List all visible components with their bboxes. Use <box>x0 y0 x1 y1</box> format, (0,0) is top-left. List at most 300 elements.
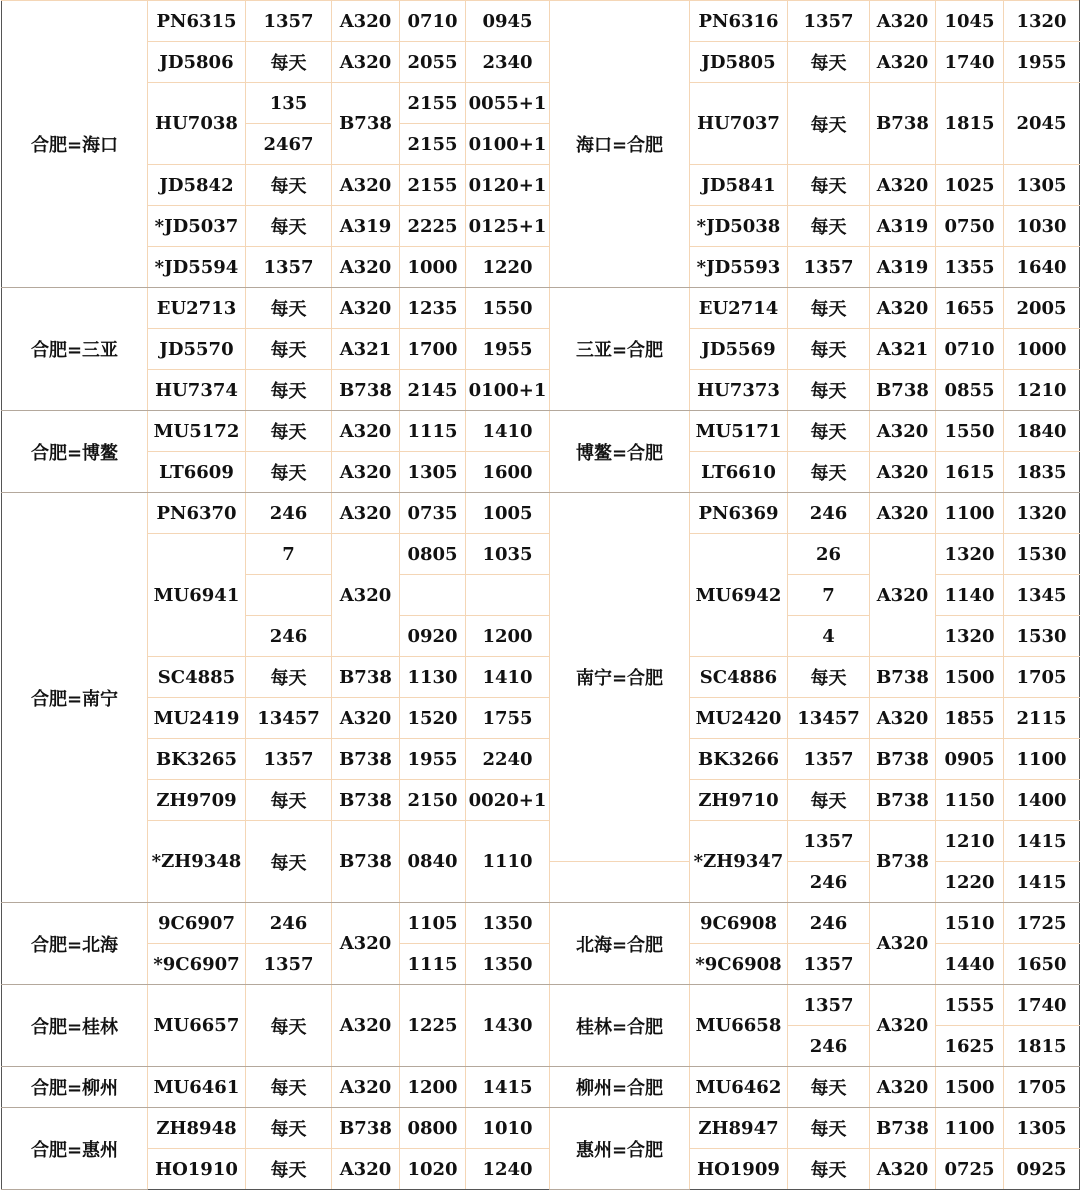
outbound-cell: 每天 <box>246 985 332 1067</box>
outbound-cell: 2155 <box>400 83 466 124</box>
route-label: 合肥=北海 <box>2 903 148 985</box>
return-cell: MU5171 <box>690 411 788 452</box>
return-cell: 1025 <box>936 165 1004 206</box>
schedule-row <box>2 657 1080 698</box>
outbound-cell: B738 <box>332 821 400 903</box>
return-cell: 每天 <box>788 42 870 83</box>
outbound-cell: MU6941 <box>148 534 246 657</box>
return-cell: 1615 <box>936 452 1004 493</box>
outbound-cell: 每天 <box>246 370 332 411</box>
return-cell: 每天 <box>788 288 870 329</box>
return-cell: 7 <box>788 575 870 616</box>
outbound-cell: 1357 <box>246 739 332 780</box>
route-label: 北海=合肥 <box>550 903 690 985</box>
return-cell: 1357 <box>788 944 870 985</box>
return-cell: BK3266 <box>690 739 788 780</box>
outbound-cell: 0710 <box>400 1 466 42</box>
outbound-cell: 1035 <box>466 534 550 575</box>
outbound-cell: 1520 <box>400 698 466 739</box>
outbound-cell: 0100+1 <box>466 370 550 411</box>
return-cell: 1100 <box>936 493 1004 534</box>
return-cell: 4 <box>788 616 870 657</box>
outbound-cell: 1115 <box>400 944 466 985</box>
return-cell: 1415 <box>1004 862 1080 903</box>
return-cell: A319 <box>870 247 936 288</box>
outbound-cell: 0020+1 <box>466 780 550 821</box>
return-cell: B738 <box>870 780 936 821</box>
route-label: 合肥=惠州 <box>2 1108 148 1190</box>
return-cell: JD5569 <box>690 329 788 370</box>
return-cell: 1357 <box>788 1 870 42</box>
return-cell: 每天 <box>788 452 870 493</box>
return-cell: JD5841 <box>690 165 788 206</box>
outbound-cell: 1430 <box>466 985 550 1067</box>
route-label: 南宁=合肥 <box>550 493 690 862</box>
outbound-cell: 1130 <box>400 657 466 698</box>
return-cell: A320 <box>870 288 936 329</box>
return-cell: 1705 <box>1004 657 1080 698</box>
outbound-cell: 0800 <box>400 1108 466 1149</box>
outbound-cell: 2225 <box>400 206 466 247</box>
return-cell: A320 <box>870 698 936 739</box>
route-label: 柳州=合肥 <box>550 1067 690 1108</box>
outbound-cell: 2467 <box>246 124 332 165</box>
outbound-cell: ZH9709 <box>148 780 246 821</box>
return-cell: 1530 <box>1004 616 1080 657</box>
outbound-cell <box>246 575 332 616</box>
schedule-row <box>2 780 1080 821</box>
return-cell: 1815 <box>1004 1026 1080 1067</box>
return-cell: 1640 <box>1004 247 1080 288</box>
return-cell: JD5805 <box>690 42 788 83</box>
return-cell: B738 <box>870 370 936 411</box>
schedule-row <box>2 83 1080 124</box>
route-label-spacer <box>550 862 690 903</box>
route-label: 合肥=海口 <box>2 1 148 288</box>
return-cell: 每天 <box>788 657 870 698</box>
return-cell: 1100 <box>1004 739 1080 780</box>
schedule-row <box>2 1067 1080 1108</box>
outbound-cell: A320 <box>332 165 400 206</box>
outbound-cell: 1955 <box>466 329 550 370</box>
schedule-row <box>2 206 1080 247</box>
return-cell: A320 <box>870 165 936 206</box>
return-cell: 1815 <box>936 83 1004 165</box>
return-cell: 1000 <box>1004 329 1080 370</box>
return-cell: 1740 <box>1004 985 1080 1026</box>
outbound-cell: 1350 <box>466 944 550 985</box>
outbound-cell: A321 <box>332 329 400 370</box>
return-cell: 每天 <box>788 165 870 206</box>
return-cell: MU6658 <box>690 985 788 1067</box>
outbound-cell: 1200 <box>466 616 550 657</box>
outbound-cell: A320 <box>332 1067 400 1108</box>
return-cell: 1550 <box>936 411 1004 452</box>
return-cell: 1400 <box>1004 780 1080 821</box>
outbound-cell: 1220 <box>466 247 550 288</box>
outbound-cell: 1357 <box>246 247 332 288</box>
return-cell: 1357 <box>788 739 870 780</box>
return-cell: 1357 <box>788 247 870 288</box>
return-cell: 13457 <box>788 698 870 739</box>
outbound-cell: 0805 <box>400 534 466 575</box>
schedule-row <box>2 903 1080 944</box>
return-cell: 每天 <box>788 780 870 821</box>
return-cell: HU7373 <box>690 370 788 411</box>
outbound-cell: PN6370 <box>148 493 246 534</box>
return-cell: 1030 <box>1004 206 1080 247</box>
return-cell: 1320 <box>936 616 1004 657</box>
return-cell: *JD5038 <box>690 206 788 247</box>
outbound-cell: *ZH9348 <box>148 821 246 903</box>
route-label: 合肥=柳州 <box>2 1067 148 1108</box>
outbound-cell: A320 <box>332 1149 400 1190</box>
return-cell: 0710 <box>936 329 1004 370</box>
return-cell: 1355 <box>936 247 1004 288</box>
return-cell: LT6610 <box>690 452 788 493</box>
outbound-cell: 1700 <box>400 329 466 370</box>
outbound-cell: EU2713 <box>148 288 246 329</box>
outbound-cell: BK3265 <box>148 739 246 780</box>
outbound-cell: 0055+1 <box>466 83 550 124</box>
outbound-cell: 每天 <box>246 452 332 493</box>
outbound-cell: A320 <box>332 985 400 1067</box>
outbound-cell: A320 <box>332 288 400 329</box>
return-cell: B738 <box>870 1108 936 1149</box>
schedule-row <box>2 1108 1080 1149</box>
return-cell: 1220 <box>936 862 1004 903</box>
outbound-cell: B738 <box>332 1108 400 1149</box>
outbound-cell: 每天 <box>246 1149 332 1190</box>
outbound-cell: 1020 <box>400 1149 466 1190</box>
return-cell: EU2714 <box>690 288 788 329</box>
return-cell: 1320 <box>936 534 1004 575</box>
outbound-cell: 246 <box>246 493 332 534</box>
outbound-cell: 1955 <box>400 739 466 780</box>
outbound-cell: 0840 <box>400 821 466 903</box>
outbound-cell: 2155 <box>400 165 466 206</box>
return-cell: 1305 <box>1004 165 1080 206</box>
return-cell: 1740 <box>936 42 1004 83</box>
outbound-cell: 每天 <box>246 411 332 452</box>
schedule-row <box>2 493 1080 534</box>
schedule-row <box>2 821 1080 862</box>
return-cell: 0855 <box>936 370 1004 411</box>
return-cell: 1705 <box>1004 1067 1080 1108</box>
return-cell: A320 <box>870 985 936 1067</box>
schedule-row <box>2 698 1080 739</box>
outbound-cell: HO1910 <box>148 1149 246 1190</box>
outbound-cell: 2145 <box>400 370 466 411</box>
return-cell: 0725 <box>936 1149 1004 1190</box>
outbound-cell: MU6657 <box>148 985 246 1067</box>
return-cell: 0925 <box>1004 1149 1080 1190</box>
return-cell: 26 <box>788 534 870 575</box>
return-cell: A320 <box>870 1067 936 1108</box>
schedule-row <box>2 329 1080 370</box>
outbound-cell: PN6315 <box>148 1 246 42</box>
outbound-cell: 0920 <box>400 616 466 657</box>
outbound-cell: A320 <box>332 1 400 42</box>
outbound-cell: 每天 <box>246 165 332 206</box>
outbound-cell: *JD5594 <box>148 247 246 288</box>
outbound-cell: 1225 <box>400 985 466 1067</box>
outbound-cell: 9C6907 <box>148 903 246 944</box>
return-cell: A320 <box>870 452 936 493</box>
schedule-row <box>2 370 1080 411</box>
outbound-cell: 1350 <box>466 903 550 944</box>
schedule-row <box>2 411 1080 452</box>
return-cell: *ZH9347 <box>690 821 788 903</box>
return-cell: 每天 <box>788 411 870 452</box>
schedule-row <box>2 1149 1080 1190</box>
outbound-cell: *JD5037 <box>148 206 246 247</box>
return-cell: 每天 <box>788 83 870 165</box>
outbound-cell: 1240 <box>466 1149 550 1190</box>
return-cell: 每天 <box>788 1108 870 1149</box>
return-cell: 每天 <box>788 1067 870 1108</box>
return-cell: B738 <box>870 83 936 165</box>
outbound-cell: 1200 <box>400 1067 466 1108</box>
return-cell: 每天 <box>788 1149 870 1190</box>
outbound-cell: 2155 <box>400 124 466 165</box>
outbound-cell: A320 <box>332 411 400 452</box>
return-cell: 1840 <box>1004 411 1080 452</box>
return-cell: MU6942 <box>690 534 788 657</box>
outbound-cell: 每天 <box>246 329 332 370</box>
outbound-cell: SC4885 <box>148 657 246 698</box>
outbound-cell: ZH8948 <box>148 1108 246 1149</box>
return-cell: ZH9710 <box>690 780 788 821</box>
outbound-cell: 每天 <box>246 42 332 83</box>
flight-schedule-table <box>1 0 1080 1190</box>
outbound-cell: 2340 <box>466 42 550 83</box>
return-cell: 2005 <box>1004 288 1080 329</box>
outbound-cell: 7 <box>246 534 332 575</box>
return-cell: 1345 <box>1004 575 1080 616</box>
return-cell: 246 <box>788 493 870 534</box>
outbound-cell: 246 <box>246 903 332 944</box>
outbound-cell: JD5842 <box>148 165 246 206</box>
outbound-cell: 0125+1 <box>466 206 550 247</box>
outbound-cell <box>466 575 550 616</box>
outbound-cell: 1305 <box>400 452 466 493</box>
schedule-row <box>2 288 1080 329</box>
return-cell: 1100 <box>936 1108 1004 1149</box>
return-cell: A320 <box>870 42 936 83</box>
route-label: 海口=合肥 <box>550 1 690 288</box>
outbound-cell: 0945 <box>466 1 550 42</box>
outbound-cell: 1105 <box>400 903 466 944</box>
outbound-cell: MU6461 <box>148 1067 246 1108</box>
outbound-cell: A320 <box>332 42 400 83</box>
outbound-cell: 1110 <box>466 821 550 903</box>
outbound-cell: B738 <box>332 370 400 411</box>
return-cell: A320 <box>870 493 936 534</box>
return-cell: 1440 <box>936 944 1004 985</box>
return-cell: 0905 <box>936 739 1004 780</box>
schedule-row <box>2 452 1080 493</box>
return-cell: *9C6908 <box>690 944 788 985</box>
route-label: 合肥=南宁 <box>2 493 148 903</box>
return-cell: 1835 <box>1004 452 1080 493</box>
route-label: 桂林=合肥 <box>550 985 690 1067</box>
schedule-row <box>2 739 1080 780</box>
outbound-cell: A320 <box>332 903 400 985</box>
return-cell: 1725 <box>1004 903 1080 944</box>
outbound-cell: 1235 <box>400 288 466 329</box>
return-cell: A320 <box>870 534 936 657</box>
return-cell: MU2420 <box>690 698 788 739</box>
return-cell: A319 <box>870 206 936 247</box>
outbound-cell: 2150 <box>400 780 466 821</box>
return-cell: PN6369 <box>690 493 788 534</box>
outbound-cell: 1010 <box>466 1108 550 1149</box>
schedule-row <box>2 985 1080 1026</box>
route-label: 博鳌=合肥 <box>550 411 690 493</box>
outbound-cell: 1550 <box>466 288 550 329</box>
route-label: 惠州=合肥 <box>550 1108 690 1190</box>
outbound-cell <box>400 575 466 616</box>
return-cell: SC4886 <box>690 657 788 698</box>
outbound-cell: A320 <box>332 698 400 739</box>
return-cell: A320 <box>870 903 936 985</box>
outbound-cell: 2055 <box>400 42 466 83</box>
return-cell: 每天 <box>788 370 870 411</box>
outbound-cell: 1600 <box>466 452 550 493</box>
outbound-cell: 135 <box>246 83 332 124</box>
return-cell: 246 <box>788 903 870 944</box>
return-cell: HO1909 <box>690 1149 788 1190</box>
outbound-cell: LT6609 <box>148 452 246 493</box>
return-cell: PN6316 <box>690 1 788 42</box>
return-cell: 0750 <box>936 206 1004 247</box>
outbound-cell: 1357 <box>246 944 332 985</box>
return-cell: 2115 <box>1004 698 1080 739</box>
outbound-cell: 每天 <box>246 657 332 698</box>
outbound-cell: B738 <box>332 780 400 821</box>
return-cell: 1530 <box>1004 534 1080 575</box>
outbound-cell: A320 <box>332 493 400 534</box>
outbound-cell: *9C6907 <box>148 944 246 985</box>
outbound-cell: 2240 <box>466 739 550 780</box>
return-cell: 1855 <box>936 698 1004 739</box>
outbound-cell: JD5570 <box>148 329 246 370</box>
outbound-cell: B738 <box>332 739 400 780</box>
return-cell: 1320 <box>1004 1 1080 42</box>
schedule-row <box>2 42 1080 83</box>
return-cell: 1140 <box>936 575 1004 616</box>
return-cell: 246 <box>788 1026 870 1067</box>
outbound-cell: 246 <box>246 616 332 657</box>
return-cell: 1655 <box>936 288 1004 329</box>
return-cell: 1320 <box>1004 493 1080 534</box>
return-cell: 1650 <box>1004 944 1080 985</box>
outbound-cell: A320 <box>332 452 400 493</box>
return-cell: 1500 <box>936 657 1004 698</box>
outbound-cell: 每天 <box>246 780 332 821</box>
return-cell: 9C6908 <box>690 903 788 944</box>
outbound-cell: 1410 <box>466 657 550 698</box>
return-cell: 1625 <box>936 1026 1004 1067</box>
return-cell: 2045 <box>1004 83 1080 165</box>
outbound-cell: MU2419 <box>148 698 246 739</box>
outbound-cell: 0100+1 <box>466 124 550 165</box>
outbound-cell: 1415 <box>466 1067 550 1108</box>
outbound-cell: 每天 <box>246 206 332 247</box>
return-cell: 1555 <box>936 985 1004 1026</box>
outbound-cell: JD5806 <box>148 42 246 83</box>
outbound-cell: HU7038 <box>148 83 246 165</box>
return-cell: MU6462 <box>690 1067 788 1108</box>
return-cell: 1955 <box>1004 42 1080 83</box>
outbound-cell: A320 <box>332 247 400 288</box>
return-cell: ZH8947 <box>690 1108 788 1149</box>
outbound-cell: 1410 <box>466 411 550 452</box>
schedule-row <box>2 165 1080 206</box>
return-cell: 每天 <box>788 329 870 370</box>
outbound-cell: 0120+1 <box>466 165 550 206</box>
return-cell: 1357 <box>788 821 870 862</box>
return-cell: 1210 <box>936 821 1004 862</box>
return-cell: A320 <box>870 1 936 42</box>
outbound-cell: B738 <box>332 83 400 165</box>
return-cell: B738 <box>870 657 936 698</box>
return-cell: HU7037 <box>690 83 788 165</box>
route-label: 三亚=合肥 <box>550 288 690 411</box>
return-cell: B738 <box>870 821 936 903</box>
return-cell: 1210 <box>1004 370 1080 411</box>
outbound-cell: 1755 <box>466 698 550 739</box>
outbound-cell: 0735 <box>400 493 466 534</box>
return-cell: 246 <box>788 862 870 903</box>
return-cell: 1500 <box>936 1067 1004 1108</box>
route-label: 合肥=桂林 <box>2 985 148 1067</box>
schedule-row <box>2 247 1080 288</box>
return-cell: 1415 <box>1004 821 1080 862</box>
outbound-cell: 1005 <box>466 493 550 534</box>
outbound-cell: 每天 <box>246 1067 332 1108</box>
outbound-cell: HU7374 <box>148 370 246 411</box>
outbound-cell: 13457 <box>246 698 332 739</box>
outbound-cell: B738 <box>332 657 400 698</box>
outbound-cell: 每天 <box>246 288 332 329</box>
schedule-row <box>2 1 1080 42</box>
outbound-cell: 每天 <box>246 1108 332 1149</box>
outbound-cell: A319 <box>332 206 400 247</box>
return-cell: 每天 <box>788 206 870 247</box>
outbound-cell: MU5172 <box>148 411 246 452</box>
return-cell: 1357 <box>788 985 870 1026</box>
return-cell: A320 <box>870 411 936 452</box>
outbound-cell: 1115 <box>400 411 466 452</box>
schedule-body <box>2 1 1080 1190</box>
return-cell: 1150 <box>936 780 1004 821</box>
return-cell: 1045 <box>936 1 1004 42</box>
outbound-cell: 1357 <box>246 1 332 42</box>
return-cell: 1305 <box>1004 1108 1080 1149</box>
outbound-cell: A320 <box>332 534 400 657</box>
schedule-row <box>2 534 1080 575</box>
outbound-cell: 1000 <box>400 247 466 288</box>
outbound-cell: 每天 <box>246 821 332 903</box>
return-cell: A321 <box>870 329 936 370</box>
return-cell: A320 <box>870 1149 936 1190</box>
return-cell: B738 <box>870 739 936 780</box>
route-label: 合肥=博鳌 <box>2 411 148 493</box>
route-label: 合肥=三亚 <box>2 288 148 411</box>
return-cell: *JD5593 <box>690 247 788 288</box>
